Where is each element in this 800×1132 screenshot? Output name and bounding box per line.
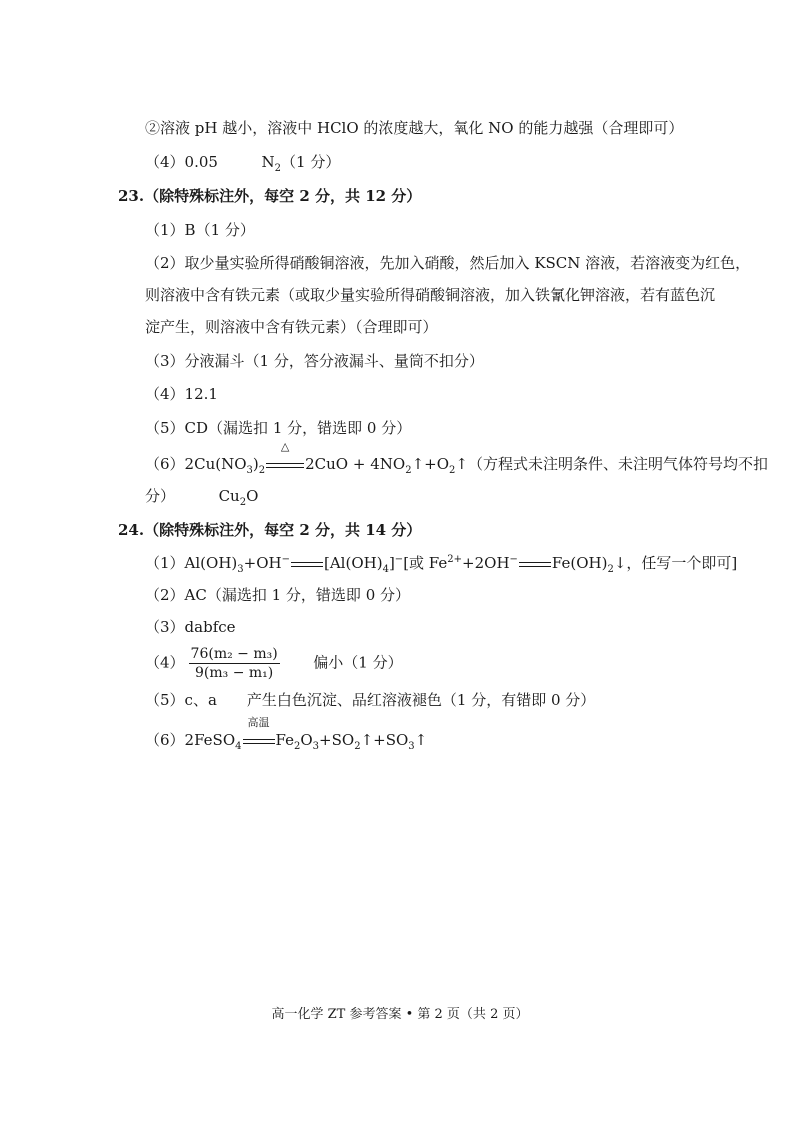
answer-23-2-line1: （2）取少量实验所得硝酸铜溶液，先加入硝酸，然后加入 KSCN 溶液，若溶液变为红色，	[145, 254, 751, 272]
answer-23-4: （4）12.1	[145, 385, 218, 403]
answer-24-6	[145, 716, 428, 752]
answer-index: （1）	[145, 554, 185, 572]
answer-23-5: （5）CD（漏选扣 1 分，错选即 0 分）	[145, 419, 412, 437]
page-footer: 高一化学 ZT 参考答案 • 第 2 页（共 2 页）	[271, 1007, 529, 1022]
high-temp-label: 高温	[247, 716, 270, 729]
answer-24-1	[145, 553, 737, 573]
answer-23-3: （3）分液漏斗（1 分，答分液漏斗、量筒不扣分）	[145, 352, 484, 370]
answer-23-2-line2: 则溶液中含有铁元素（或取少量实验所得硝酸铜溶液，加入铁氰化钾溶液，若有蓝色沉	[145, 286, 716, 304]
answer-23-1: （1）B（1 分）	[145, 221, 255, 239]
answer-line-4	[145, 152, 340, 172]
heat-condition-equals	[265, 440, 305, 474]
formula-sub: 2	[274, 163, 282, 174]
equation-24-1: $Al(OH)_3+OH^-$ $[Al(OH)_4]^-$[或 $Fe^{2+}+2OH^-$ $Fe(OH)_2↓$	[184, 554, 627, 575]
answer-note: （方程式未注明条件、未注明气体符号均不扣	[467, 455, 768, 473]
answer-24-3: （3）dabfce	[145, 618, 236, 636]
answer-24-4	[145, 645, 403, 682]
answer-note: 偏小（1 分）	[313, 653, 403, 672]
answer-value: （4）0.05	[145, 153, 218, 171]
answer-23-6	[145, 440, 768, 476]
answer-24-2: （2）AC（漏选扣 1 分，错选即 0 分）	[145, 586, 411, 604]
answer-note-cont: 分）	[145, 487, 176, 505]
question-24-heading: 24.（除特殊标注外，每空 2 分，共 14 分）	[118, 521, 422, 539]
question-23-heading: 23.（除特殊标注外，每空 2 分，共 12 分）	[118, 187, 422, 205]
fraction-numerator: 76(m₂ − m₃)	[190, 646, 278, 662]
answer-score: （1 分）	[281, 153, 341, 171]
equation-24-6: 2FeSO$_4$ 高温 $Fe_2O_3+SO_2↑+SO_3↑$	[184, 716, 428, 752]
answer-index: （4）	[145, 653, 185, 672]
fraction-expression	[189, 645, 280, 682]
answer-23-6-cont: 分） $Cu_2O$	[145, 487, 259, 508]
formula-cu2o: Cu	[218, 487, 240, 505]
answer-index: （6）	[145, 455, 185, 473]
answer-line-ph-hclo: ②溶液 pH 越小，溶液中 HClO 的浓度越大，氧化 NO 的能力越强（合理即可）	[145, 119, 684, 137]
high-temp-equals	[242, 716, 276, 750]
formula-n: N	[261, 153, 275, 171]
answer-index: （6）	[145, 731, 185, 749]
fraction-denominator: 9(m₃ − m₁)	[195, 665, 274, 681]
answer-note: ，任写一个即可]	[626, 554, 738, 572]
equation-23-6: $2Cu(NO_3)_2$ △ $2CuO + 4NO_2↑+O_2↑$	[184, 440, 468, 476]
answer-23-2-line3: 淀产生，则溶液中含有铁元素）（合理即可）	[145, 318, 438, 336]
heat-triangle-icon: △	[280, 440, 290, 453]
answer-24-5: （5）c、a 产生白色沉淀、品红溶液褪色（1 分，有错即 0 分）	[145, 691, 596, 709]
